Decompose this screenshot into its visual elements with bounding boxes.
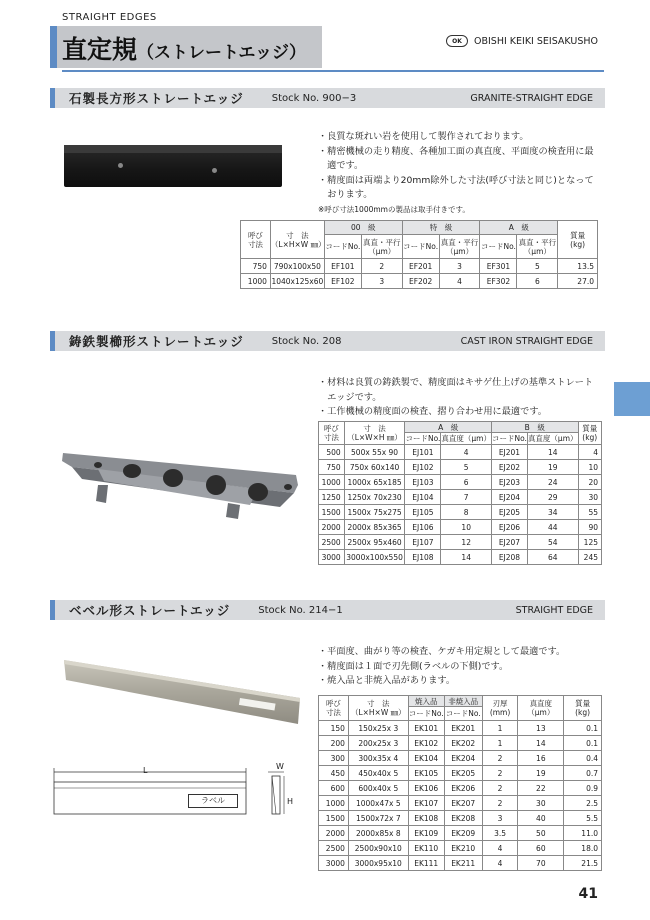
table-cell: EK211: [444, 856, 482, 871]
col-nominal: 呼び 寸法: [241, 221, 271, 259]
bullet-text: ・精度面は両端より20mm除外した寸法(呼び寸法と同じ)となって: [318, 174, 594, 186]
table-cell: EK207: [444, 796, 482, 811]
table-cell: EK205: [444, 766, 482, 781]
table-cell: 19: [527, 460, 578, 475]
section-title-en: CAST IRON STRAIGHT EDGE: [460, 335, 593, 347]
col-nominal: 呼び 寸法: [319, 696, 349, 721]
table-cell: 18.0: [564, 841, 602, 856]
bullet-text: 適です。: [318, 160, 364, 171]
table-cell: 200x25x 3: [348, 736, 408, 751]
table-cell: 2000: [319, 520, 345, 535]
table-row: [319, 475, 602, 490]
table-cell: 450: [319, 766, 349, 781]
table-cell: 600: [319, 781, 349, 796]
table-cell: EK105: [408, 766, 444, 781]
brand-logo-icon: OK: [446, 35, 468, 47]
table-cell: EJ105: [405, 505, 441, 520]
table-cell: EJ205: [491, 505, 527, 520]
table-cell: 1000: [319, 796, 349, 811]
table-cell: EJ106: [405, 520, 441, 535]
table-cell: 2000x85x 8: [348, 826, 408, 841]
table-cell: 21.5: [564, 856, 602, 871]
table-cell: EK108: [408, 811, 444, 826]
table-cell: 3000: [319, 856, 349, 871]
granite-note: ※呼び寸法1000mmの製品は取手付きです。: [318, 205, 470, 214]
section-stock-no: Stock No. 208: [271, 335, 342, 347]
table-cell: EK201: [444, 721, 482, 736]
table-cell: EF301: [480, 259, 517, 274]
table-cell: 30: [578, 490, 601, 505]
section-title-jp: 石製長方形ストレートエッジ: [69, 91, 244, 106]
col-code: コードNo.: [402, 235, 439, 259]
table-cell: 27.0: [558, 274, 598, 289]
section-title-en: STRAIGHT EDGE: [515, 604, 593, 616]
col-code: コードNo.: [324, 235, 361, 259]
table-cell: 50: [518, 826, 564, 841]
brand: [446, 35, 598, 47]
table-cell: 150: [319, 721, 349, 736]
table-cell: 150x25x 3: [348, 721, 408, 736]
bevel-straight-edge-image: [62, 658, 302, 728]
section-header-granite: [50, 88, 605, 108]
granite-spec-table: [240, 220, 598, 289]
section-header-bevel: [50, 600, 605, 620]
table-cell: 90: [578, 520, 601, 535]
col-accuracy: 真直・平行 （μm）: [361, 235, 402, 259]
bullet-text: ・良質な斑れい岩を使用して製作されております。: [318, 131, 529, 142]
table-row: [319, 766, 602, 781]
table-cell: 1040x125x60: [270, 274, 324, 289]
col-code: コードNo.: [491, 434, 527, 443]
col-grade-a: A 級: [405, 422, 492, 433]
cast-iron-bullets: [318, 376, 593, 420]
table-cell: 40: [518, 811, 564, 826]
section-title-jp: 鋳鉄製櫛形ストレートエッジ: [69, 334, 244, 349]
bullet-text: ・材料は良質の鋳鉄製で、精度面はキサゲ仕上げの基準ストレート: [318, 377, 594, 388]
table-cell: 450x40x 5: [348, 766, 408, 781]
table-cell: 14: [527, 445, 578, 460]
bullet-text: ・焼入品と非焼入品があります。: [318, 675, 456, 686]
section-title-jp: ベベル形ストレートエッジ: [69, 603, 231, 618]
table-cell: EJ102: [405, 460, 441, 475]
table-row: [319, 736, 602, 751]
col-mass: 質量 (kg): [558, 221, 598, 259]
table-cell: 6: [441, 475, 492, 490]
table-cell: 5: [517, 259, 558, 274]
table-row: [319, 826, 602, 841]
cast-iron-straight-edge-image: [58, 445, 303, 525]
table-cell: 2: [482, 751, 518, 766]
granite-top-face: [64, 145, 282, 153]
col-accuracy: 真直度 （μm）: [518, 696, 564, 721]
table-cell: 13.5: [558, 259, 598, 274]
col-code: コードNo.: [444, 707, 482, 721]
table-cell: 13: [518, 721, 564, 736]
table-cell: 10: [441, 520, 492, 535]
page-title-sub: （ストレートエッジ）: [137, 43, 306, 63]
section-stock-no: Stock No. 900−3: [271, 92, 357, 104]
table-cell: EK209: [444, 826, 482, 841]
table-row: [241, 259, 598, 274]
table-cell: EK102: [408, 736, 444, 751]
table-cell: 14: [441, 550, 492, 565]
table-cell: 29: [527, 490, 578, 505]
col-grade-00: 00 級: [324, 221, 402, 235]
table-cell: 12: [441, 535, 492, 550]
table-cell: EF201: [402, 259, 439, 274]
table-cell: EK111: [408, 856, 444, 871]
table-cell: EK206: [444, 781, 482, 796]
col-hardened: 焼入品: [408, 696, 444, 707]
table-cell: 0.7: [564, 766, 602, 781]
bullet-text: ・平面度、曲がり等の検査、ケガキ用定規として最適です。: [318, 646, 566, 657]
table-cell: 11.0: [564, 826, 602, 841]
table-cell: 34: [527, 505, 578, 520]
table-cell: 125: [578, 535, 601, 550]
table-cell: 70: [518, 856, 564, 871]
table-cell: 1000: [319, 475, 345, 490]
table-cell: 2: [482, 766, 518, 781]
table-cell: 1500x72x 7: [348, 811, 408, 826]
col-grade-special: 特 級: [402, 221, 480, 235]
table-cell: EJ207: [491, 535, 527, 550]
label-tag: ラベル: [188, 794, 238, 808]
page-number: 41: [578, 886, 598, 902]
table-cell: EF302: [480, 274, 517, 289]
col-blade: 刃厚 (mm): [482, 696, 518, 721]
bullet-text: おります。: [318, 189, 373, 200]
table-cell: EK110: [408, 841, 444, 856]
table-cell: 7: [441, 490, 492, 505]
col-accuracy: 真直度（μm）: [441, 434, 491, 443]
table-cell: 3: [439, 259, 480, 274]
table-row: [319, 550, 602, 565]
section-stock-no: Stock No. 214−1: [258, 604, 343, 616]
table-cell: EK104: [408, 751, 444, 766]
table-cell: 22: [518, 781, 564, 796]
table-cell: 24: [527, 475, 578, 490]
table-row: [241, 274, 598, 289]
table-cell: 44: [527, 520, 578, 535]
table-cell: EK106: [408, 781, 444, 796]
table-row: [319, 841, 602, 856]
table-cell: 16: [518, 751, 564, 766]
table-cell: EJ101: [405, 445, 441, 460]
table-cell: 1250: [319, 490, 345, 505]
table-cell: 55: [578, 505, 601, 520]
table-cell: 200: [319, 736, 349, 751]
table-cell: 2.5: [564, 796, 602, 811]
table-cell: 1250x 70x230: [344, 490, 405, 505]
table-row: [319, 856, 602, 871]
table-cell: 4: [482, 841, 518, 856]
table-cell: 2500x90x10: [348, 841, 408, 856]
table-cell: EF101: [324, 259, 361, 274]
table-cell: 2500: [319, 841, 349, 856]
table-cell: 790x100x50: [270, 259, 324, 274]
brand-name: OBISHI KEIKI SEISAKUSHO: [474, 35, 598, 47]
page-title: [62, 30, 306, 66]
table-row: [319, 445, 602, 460]
table-cell: EF202: [402, 274, 439, 289]
side-index-tab[interactable]: [614, 382, 650, 416]
table-cell: EJ107: [405, 535, 441, 550]
table-cell: 0.4: [564, 751, 602, 766]
table-cell: 3.5: [482, 826, 518, 841]
table-cell: EJ208: [491, 550, 527, 565]
table-cell: 1: [482, 721, 518, 736]
bullet-text: ・精度面は１面で刃先側(ラベルの下側)です。: [318, 660, 509, 672]
table-row: [319, 796, 602, 811]
col-mass: 質量 (kg): [564, 696, 602, 721]
table-cell: 1000x 65x185: [344, 475, 405, 490]
col-accuracy: 真直・平行 （μm）: [439, 235, 480, 259]
col-code: コードNo.: [405, 434, 441, 443]
table-cell: EJ108: [405, 550, 441, 565]
table-cell: EJ103: [405, 475, 441, 490]
bevel-bullets: [318, 645, 565, 689]
category-label: STRAIGHT EDGES: [62, 12, 157, 23]
page-title-main: 直定規: [62, 35, 138, 64]
section-marker: [50, 331, 55, 351]
table-cell: 3: [482, 811, 518, 826]
table-cell: EJ202: [491, 460, 527, 475]
col-accuracy: 真直・平行 （μm）: [517, 235, 558, 259]
table-cell: EK204: [444, 751, 482, 766]
table-cell: 0.1: [564, 721, 602, 736]
table-cell: 4: [441, 445, 492, 460]
table-cell: 5: [441, 460, 492, 475]
table-cell: 4: [482, 856, 518, 871]
bolt-icon: [118, 163, 123, 168]
table-cell: 4: [439, 274, 480, 289]
col-grade-a: A 級: [480, 221, 558, 235]
table-cell: 245: [578, 550, 601, 565]
col-code: コードNo.: [408, 707, 444, 721]
granite-bullets: [318, 130, 594, 203]
bevel-dimension-drawing: [50, 762, 300, 822]
table-cell: 500x 55x 90: [344, 445, 405, 460]
table-row: [319, 505, 602, 520]
col-code: コードNo.: [480, 235, 517, 259]
table-cell: EJ206: [491, 520, 527, 535]
table-cell: 54: [527, 535, 578, 550]
title-accent-bar: [50, 26, 57, 68]
bullet-text: ・工作機械の精度面の検査、摺り合わせ用に最適です。: [318, 406, 547, 417]
table-cell: 2: [482, 781, 518, 796]
table-cell: EK101: [408, 721, 444, 736]
col-grade-b: B 級: [491, 422, 578, 433]
bullet-text: エッジです。: [318, 391, 382, 403]
table-cell: 300: [319, 751, 349, 766]
table-cell: 750: [319, 460, 345, 475]
col-dims: 寸 法 （L×H×W ㎜）: [270, 221, 324, 259]
table-cell: EK202: [444, 736, 482, 751]
table-cell: 600x40x 5: [348, 781, 408, 796]
section-title-en: GRANITE-STRAIGHT EDGE: [470, 92, 593, 104]
table-cell: 6: [517, 274, 558, 289]
dim-w-label: W: [276, 762, 284, 771]
table-row: [319, 781, 602, 796]
table-cell: 8: [441, 505, 492, 520]
table-row: [319, 751, 602, 766]
table-row: [319, 535, 602, 550]
table-row: [319, 811, 602, 826]
table-cell: EF102: [324, 274, 361, 289]
table-cell: 1500: [319, 505, 345, 520]
table-cell: 300x35x 4: [348, 751, 408, 766]
col-nominal: 呼び 寸法: [319, 422, 345, 445]
table-cell: 0.1: [564, 736, 602, 751]
table-cell: EK210: [444, 841, 482, 856]
table-cell: 2500x 95x460: [344, 535, 405, 550]
table-cell: 500: [319, 445, 345, 460]
table-cell: 1500: [319, 811, 349, 826]
header-rule: [62, 70, 604, 72]
table-cell: 2000: [319, 826, 349, 841]
table-row: [319, 460, 602, 475]
table-cell: EJ104: [405, 490, 441, 505]
col-mass: 質量 (kg): [578, 422, 601, 445]
table-cell: EK107: [408, 796, 444, 811]
table-cell: 2500: [319, 535, 345, 550]
table-cell: 2: [361, 259, 402, 274]
table-cell: 5.5: [564, 811, 602, 826]
dim-l-label: L: [143, 766, 148, 775]
table-cell: 30: [518, 796, 564, 811]
col-dims: 寸 法 （L×W×H ㎜）: [344, 422, 405, 445]
table-cell: 3000x100x550: [344, 550, 405, 565]
table-cell: EJ203: [491, 475, 527, 490]
table-cell: 19: [518, 766, 564, 781]
bevel-spec-table: [318, 695, 602, 871]
col-unhardened: 非焼入品: [444, 696, 482, 707]
table-cell: 1500x 75x275: [344, 505, 405, 520]
table-cell: 20: [578, 475, 601, 490]
section-header-cast-iron: [50, 331, 605, 351]
table-cell: 750: [241, 259, 271, 274]
section-marker: [50, 88, 55, 108]
table-row: [319, 490, 602, 505]
table-cell: 1000: [241, 274, 271, 289]
table-cell: EJ204: [491, 490, 527, 505]
table-cell: 0.9: [564, 781, 602, 796]
col-accuracy: 真直度（μm）: [527, 434, 578, 443]
table-cell: 3: [361, 274, 402, 289]
cast-iron-spec-table: [318, 421, 602, 565]
table-cell: 10: [578, 460, 601, 475]
table-row: [319, 721, 602, 736]
table-cell: 1: [482, 736, 518, 751]
table-cell: 2000x 85x365: [344, 520, 405, 535]
table-cell: 4: [578, 445, 601, 460]
table-cell: EK208: [444, 811, 482, 826]
table-row: [319, 520, 602, 535]
table-cell: 14: [518, 736, 564, 751]
table-cell: 2: [482, 796, 518, 811]
table-cell: 64: [527, 550, 578, 565]
bolt-icon: [212, 168, 217, 173]
bullet-text: ・精密機械の走り精度、各種加工面の真直度、平面度の検査用に最: [318, 145, 594, 157]
section-marker: [50, 600, 55, 620]
table-cell: 60: [518, 841, 564, 856]
table-cell: EJ201: [491, 445, 527, 460]
dim-h-label: H: [287, 797, 294, 806]
table-cell: 3000: [319, 550, 345, 565]
col-dims: 寸 法 （L×H×W ㎜）: [348, 696, 408, 721]
table-cell: 750x 60x140: [344, 460, 405, 475]
table-cell: 1000x47x 5: [348, 796, 408, 811]
table-cell: 3000x95x10: [348, 856, 408, 871]
table-cell: EK109: [408, 826, 444, 841]
